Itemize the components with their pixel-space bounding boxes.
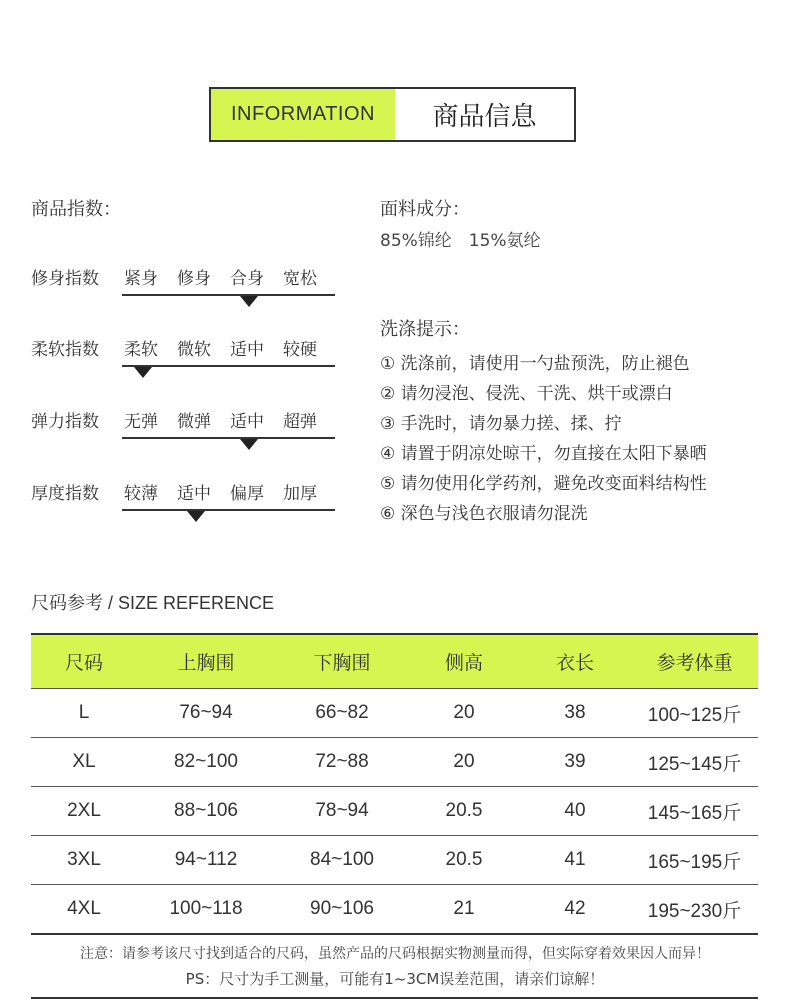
index-option: 修身 xyxy=(177,269,211,289)
size-table-body xyxy=(31,689,758,935)
table-cell: 100~118 xyxy=(137,885,275,935)
header-side-height: 侧高 xyxy=(409,634,519,689)
index-option: 适中 xyxy=(230,340,264,360)
table-cell: 41 xyxy=(519,836,631,885)
index-section-title: 商品指数： xyxy=(31,199,121,220)
header-upper-bust: 上胸围 xyxy=(137,634,275,689)
selected-indicator-icon xyxy=(240,296,258,307)
table-cell: 125~145斤 xyxy=(631,738,758,787)
table-cell: 3XL xyxy=(31,836,137,885)
table-row xyxy=(31,787,758,836)
info-header-badge xyxy=(209,87,576,142)
wash-item: ④ 请置于阴凉处晾干，勿直接在太阳下暴晒 xyxy=(380,444,707,464)
wash-item: ③ 手洗时，请勿暴力搓、揉、拧 xyxy=(380,414,622,434)
index-row-label: 修身指数 xyxy=(31,269,99,289)
header-weight: 参考体重 xyxy=(631,634,758,689)
index-options xyxy=(124,264,336,289)
table-cell: 21 xyxy=(409,885,519,935)
selected-indicator-icon xyxy=(134,367,152,378)
index-option: 紧身 xyxy=(124,269,158,289)
wash-item: ① 洗涤前，请使用一勺盐预洗，防止褪色 xyxy=(380,354,690,374)
index-option: 较硬 xyxy=(283,340,317,360)
index-option: 合身 xyxy=(230,269,264,289)
selected-indicator-icon xyxy=(187,511,205,522)
table-cell: 94~112 xyxy=(137,836,275,885)
table-cell: 20.5 xyxy=(409,787,519,836)
index-row xyxy=(31,479,351,503)
table-cell: 2XL xyxy=(31,787,137,836)
table-cell: 195~230斤 xyxy=(631,885,758,935)
wash-title: 洗涤提示： xyxy=(380,319,470,340)
note-attention: 注意：请参考该尺寸找到适合的尺码，虽然产品的尺码根据实物测量而得，但实际穿着效果因人而异！ xyxy=(80,946,710,962)
wash-list xyxy=(380,349,707,529)
table-row xyxy=(31,689,758,738)
index-option: 超弹 xyxy=(283,412,317,432)
wash-item: ⑥ 深色与浅色衣服请勿混洗 xyxy=(380,504,588,524)
index-row xyxy=(31,264,351,288)
table-cell: 78~94 xyxy=(275,787,409,836)
bottom-divider xyxy=(31,997,758,999)
index-option: 无弹 xyxy=(124,412,158,432)
table-row xyxy=(31,738,758,787)
index-row-label: 弹力指数 xyxy=(31,412,99,432)
index-option: 加厚 xyxy=(283,484,317,504)
table-cell: 20 xyxy=(409,738,519,787)
table-cell: 38 xyxy=(519,689,631,738)
fabric-content: 85%锦纶 15%氨纶 xyxy=(380,231,541,251)
header-length: 衣长 xyxy=(519,634,631,689)
table-cell: 100~125斤 xyxy=(631,689,758,738)
table-row xyxy=(31,836,758,885)
index-option: 偏厚 xyxy=(230,484,264,504)
table-cell: 39 xyxy=(519,738,631,787)
index-option: 适中 xyxy=(230,412,264,432)
selected-indicator-icon xyxy=(240,439,258,450)
index-scale-line xyxy=(122,365,335,367)
index-row-label: 柔软指数 xyxy=(31,340,99,360)
index-scale-line xyxy=(122,509,335,511)
index-options xyxy=(124,335,336,360)
table-cell: 88~106 xyxy=(137,787,275,836)
table-cell: 90~106 xyxy=(275,885,409,935)
note-ps: PS：尺寸为手工测量，可能有1~3CM误差范围，请亲们谅解！ xyxy=(185,970,605,988)
wash-item: ⑤ 请勿使用化学药剂，避免改变面料结构性 xyxy=(380,474,707,494)
table-cell: 84~100 xyxy=(275,836,409,885)
index-row xyxy=(31,407,351,431)
table-cell: 66~82 xyxy=(275,689,409,738)
table-cell: 40 xyxy=(519,787,631,836)
index-option: 柔软 xyxy=(124,340,158,360)
table-cell: 42 xyxy=(519,885,631,935)
header-under-bust: 下胸围 xyxy=(275,634,409,689)
table-row xyxy=(31,885,758,935)
index-options xyxy=(124,407,336,432)
header-size: 尺码 xyxy=(31,634,137,689)
index-option: 较薄 xyxy=(124,484,158,504)
table-cell: 165~195斤 xyxy=(631,836,758,885)
table-cell: 76~94 xyxy=(137,689,275,738)
index-option: 宽松 xyxy=(283,269,317,289)
index-scale-line xyxy=(122,294,335,296)
index-row xyxy=(31,335,351,359)
header-chinese-title: 商品信息 xyxy=(432,102,537,132)
index-option: 适中 xyxy=(177,484,211,504)
table-cell: 4XL xyxy=(31,885,137,935)
index-row-label: 厚度指数 xyxy=(31,484,99,504)
size-reference-title: 尺码参考 / SIZE REFERENCE xyxy=(31,593,275,613)
table-cell: L xyxy=(31,689,137,738)
index-options xyxy=(124,479,336,504)
fabric-title: 面料成分： xyxy=(380,199,470,220)
wash-item: ② 请勿浸泡、侵洗、干洗、烘干或漂白 xyxy=(380,384,673,404)
table-cell: XL xyxy=(31,738,137,787)
header-english-title: INFORMATION xyxy=(211,89,395,140)
table-cell: 82~100 xyxy=(137,738,275,787)
index-option: 微软 xyxy=(177,340,211,360)
table-cell: 145~165斤 xyxy=(631,787,758,836)
table-cell: 72~88 xyxy=(275,738,409,787)
index-scale-line xyxy=(122,437,335,439)
table-cell: 20 xyxy=(409,689,519,738)
table-cell: 20.5 xyxy=(409,836,519,885)
index-option: 微弹 xyxy=(177,412,211,432)
size-table xyxy=(31,633,758,935)
size-table-header-row xyxy=(31,634,758,689)
